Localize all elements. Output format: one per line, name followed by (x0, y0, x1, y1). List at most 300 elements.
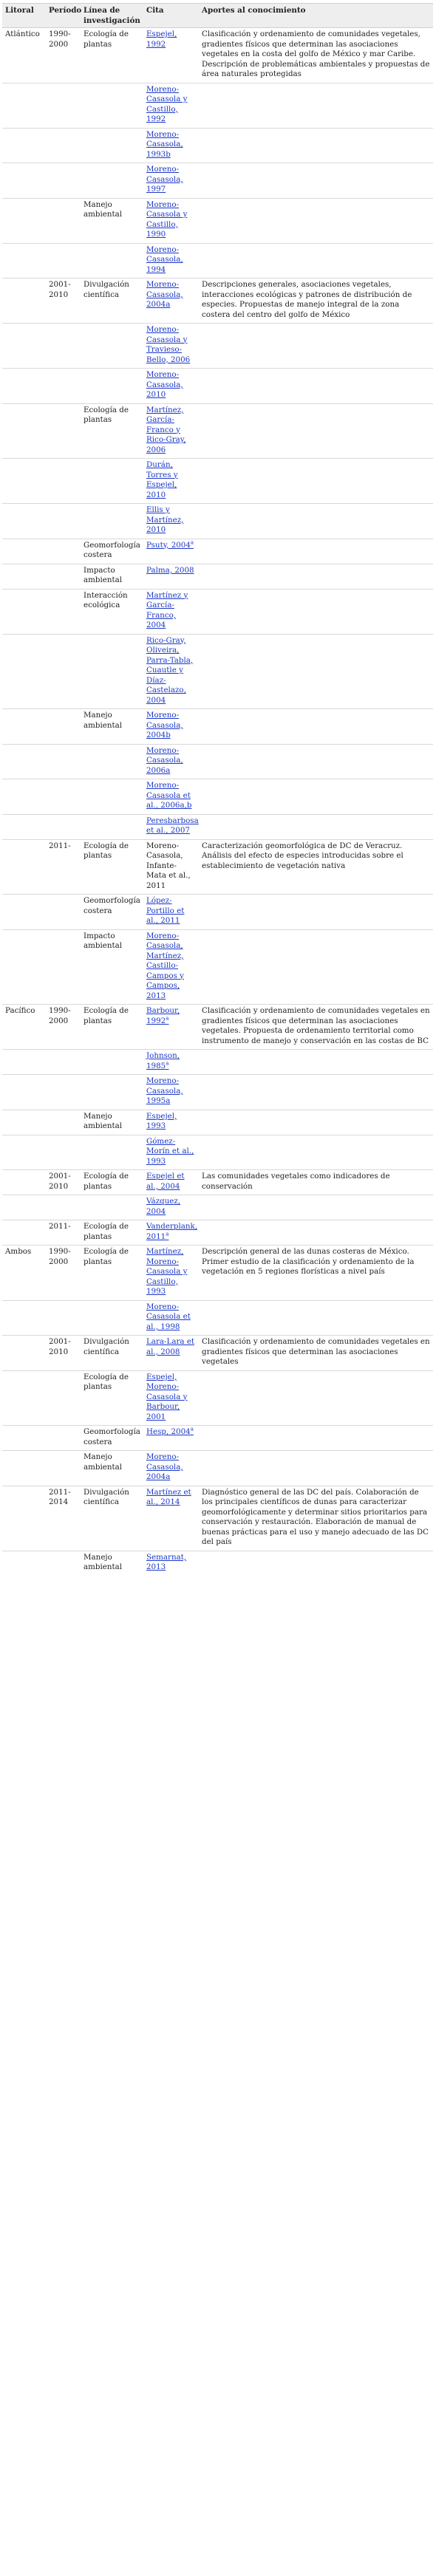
cell-litoral (2, 1451, 46, 1486)
citation-link[interactable] (146, 460, 178, 499)
citation-link[interactable] (146, 1197, 180, 1216)
table-row (2, 198, 433, 243)
cell-aportes (199, 1110, 433, 1135)
cell-periodo (46, 779, 81, 815)
footnote-marker: a (190, 539, 194, 546)
cell-litoral (2, 709, 46, 745)
cell-cita (143, 1451, 199, 1486)
cell-cita (143, 1220, 199, 1246)
cell-linea (81, 1336, 143, 1371)
cell-litoral (2, 895, 46, 930)
cell-periodo (46, 324, 81, 369)
cell-linea-text: Divulgación científica (84, 1337, 129, 1356)
citation-link[interactable] (146, 1247, 187, 1296)
cell-litoral (2, 1246, 46, 1301)
cell-aportes (199, 369, 433, 404)
cell-cita (143, 243, 199, 279)
citation-link[interactable] (146, 1452, 183, 1481)
citation-label: Moreno-Casasola et al., 1998 (146, 1302, 191, 1331)
cell-litoral (2, 163, 46, 199)
cell-linea-text: Geomorfología costera (84, 1427, 140, 1446)
citation-link[interactable] (146, 1302, 191, 1331)
citation-link[interactable] (146, 781, 191, 810)
citation-link[interactable] (146, 1373, 187, 1421)
cell-litoral (2, 243, 46, 279)
citation-link[interactable] (146, 1137, 194, 1166)
citation-label: Moreno-Casasola, 2010 (146, 370, 183, 399)
table-row (2, 839, 433, 895)
cell-periodo (46, 28, 81, 83)
citation-label: Barbour, 1992 (146, 1006, 180, 1025)
cell-litoral-text: Ambos (5, 1247, 32, 1256)
cell-aportes (199, 539, 433, 564)
cell-linea (81, 198, 143, 243)
citation-label: Moreno-Casasola, 2004a (146, 280, 183, 309)
citation-label: Moreno-Casasola, Infante-Mata et al., 2011 (146, 841, 191, 890)
cell-aportes (199, 1336, 433, 1371)
citation-link[interactable] (146, 200, 187, 239)
citation-label: Moreno-Casasola y Travieso-Bello, 2006 (146, 325, 191, 364)
cell-cita (143, 369, 199, 404)
cell-periodo-text: 2011- (49, 841, 71, 850)
cell-litoral (2, 403, 46, 459)
cell-linea (81, 403, 143, 459)
cell-litoral (2, 1486, 46, 1551)
cell-litoral (2, 814, 46, 839)
cell-linea (81, 1246, 143, 1301)
cell-cita (143, 1336, 199, 1371)
citation-label: Moreno-Casasola, 1995a (146, 1076, 183, 1105)
cell-periodo (46, 1300, 81, 1336)
cell-periodo (46, 814, 81, 839)
cell-periodo (46, 709, 81, 745)
cell-linea (81, 369, 143, 404)
cell-linea (81, 1426, 143, 1451)
cell-periodo (46, 243, 81, 279)
citation-label: Martínez, Moreno-Casasola y Castillo, 1993 (146, 1247, 188, 1296)
citation-link[interactable] (146, 1427, 194, 1436)
cell-aportes (199, 814, 433, 839)
cell-aportes-text: Clasificación y ordenamiento de comunidades vegetales en gradientes físicos que determinan las asociaciones vegetales. Propuesta de ordenamiento territorial como instrumento de manejo y conservación en las costas de BC (202, 1006, 430, 1045)
table-row (2, 1451, 433, 1486)
table-row (2, 324, 433, 369)
citation-link[interactable] (146, 280, 183, 309)
citation-label: Moreno-Casasola y Castillo, 1992 (146, 84, 188, 123)
cell-periodo (46, 1075, 81, 1110)
cell-aportes (199, 198, 433, 243)
citation-link[interactable] (146, 1006, 180, 1025)
cell-linea-text: Ecología de plantas (84, 1372, 129, 1391)
cell-linea-text: Impacto ambiental (84, 931, 123, 950)
cell-cita (143, 1050, 199, 1075)
cell-periodo (46, 634, 81, 709)
table-row (2, 163, 433, 199)
cell-cita (143, 1551, 199, 1576)
cell-linea (81, 1195, 143, 1220)
cell-cita (143, 1246, 199, 1301)
cell-aportes (199, 1246, 433, 1301)
cell-linea (81, 744, 143, 779)
citation-link[interactable] (146, 245, 183, 274)
literature-table (2, 3, 433, 1576)
cell-cita (143, 1110, 199, 1135)
cell-cita (143, 128, 199, 163)
cell-litoral (2, 28, 46, 83)
citation-link[interactable] (146, 932, 184, 1000)
cell-periodo (46, 744, 81, 779)
table-row (2, 1300, 433, 1336)
citation-label: Martínez, García-Franco y Rico-Gray, 2006 (146, 405, 186, 454)
cell-cita (143, 504, 199, 539)
cell-linea (81, 243, 143, 279)
cell-periodo (46, 1370, 81, 1426)
cell-periodo (46, 1110, 81, 1135)
cell-cita (143, 895, 199, 930)
cell-litoral (2, 324, 46, 369)
cell-cita (143, 929, 199, 1005)
cell-aportes (199, 634, 433, 709)
citation-link[interactable] (146, 591, 188, 630)
cell-litoral (2, 1336, 46, 1371)
cell-linea (81, 1220, 143, 1246)
cell-linea (81, 279, 143, 324)
cell-aportes-text: Descripciones generales, asociaciones vegetales, interacciones ecológicas y patrones de distribución de especies. Propuestas de manejo integral de la zona costera del centro del golfo de México (202, 280, 412, 319)
cell-linea (81, 1170, 143, 1195)
cell-linea (81, 564, 143, 589)
citation-label: Semarnat, 2013 (146, 1552, 187, 1571)
cell-cita (143, 744, 199, 779)
cell-linea-text: Impacto ambiental (84, 565, 123, 584)
citation-link[interactable] (146, 541, 194, 550)
citation-text (146, 841, 191, 890)
table-row (2, 634, 433, 709)
table-row (2, 709, 433, 745)
cell-cita (143, 1005, 199, 1050)
citation-link[interactable] (146, 636, 193, 705)
cell-linea (81, 1005, 143, 1050)
cell-linea-text: Divulgación científica (84, 1487, 129, 1506)
citation-link[interactable] (146, 566, 194, 575)
cell-linea (81, 83, 143, 128)
cell-cita (143, 814, 199, 839)
cell-linea (81, 709, 143, 745)
citation-link[interactable] (146, 1051, 180, 1070)
citation-label: Moreno-Casasola, 1994 (146, 245, 183, 274)
cell-aportes (199, 779, 433, 815)
footnote-marker: a (166, 1231, 169, 1237)
cell-aportes-text: Las comunidades vegetales como indicadores de conservación (202, 1172, 390, 1191)
citation-label: Vázquez, 2004 (146, 1197, 181, 1216)
citation-link[interactable] (146, 1222, 197, 1241)
cell-linea (81, 1300, 143, 1336)
table-row (2, 128, 433, 163)
table-row (2, 243, 433, 279)
citation-link[interactable] (146, 30, 177, 49)
cell-linea (81, 589, 143, 634)
citation-label: Espejel, 1992 (146, 30, 177, 49)
cell-periodo (46, 895, 81, 930)
cell-periodo-text: 1990-2000 (49, 1247, 71, 1266)
cell-cita (143, 83, 199, 128)
cell-litoral (2, 83, 46, 128)
cell-linea (81, 1110, 143, 1135)
cell-aportes (199, 403, 433, 459)
citation-link[interactable] (146, 1488, 191, 1507)
cell-aportes (199, 1195, 433, 1220)
cell-litoral (2, 128, 46, 163)
table-row (2, 1370, 433, 1426)
cell-linea-text: Manejo ambiental (84, 1452, 123, 1472)
cell-periodo-text: 1990-2000 (49, 30, 71, 49)
cell-linea-text: Manejo ambiental (84, 1552, 123, 1571)
cell-cita (143, 1300, 199, 1336)
cell-litoral (2, 1195, 46, 1220)
cell-linea (81, 929, 143, 1005)
cell-periodo (46, 1170, 81, 1195)
cell-litoral (2, 369, 46, 404)
cell-linea (81, 324, 143, 369)
table-row (2, 1135, 433, 1170)
citation-label: Durán, Torres y Espejel, 2010 (146, 460, 178, 499)
table-row (2, 1486, 433, 1551)
cell-cita (143, 634, 199, 709)
cell-periodo-text: 2001-2010 (49, 1337, 71, 1356)
citation-link[interactable] (146, 1337, 194, 1356)
cell-periodo (46, 1426, 81, 1451)
cell-linea (81, 163, 143, 199)
citation-link[interactable] (146, 85, 187, 124)
table-row (2, 929, 433, 1005)
cell-aportes-text: Clasificación y ordenamiento de comunidades vegetales en gradientes físicos que determinan las asociaciones vegetales (202, 1337, 430, 1366)
cell-aportes (199, 1135, 433, 1170)
cell-periodo-text: 2001-2010 (49, 280, 71, 299)
table-row (2, 1220, 433, 1246)
cell-periodo (46, 1135, 81, 1170)
cell-periodo (46, 1195, 81, 1220)
cell-aportes (199, 589, 433, 634)
cell-periodo (46, 1050, 81, 1075)
cell-litoral (2, 1075, 46, 1110)
cell-linea-text: Ecología de plantas (84, 1006, 129, 1025)
cell-aportes (199, 1050, 433, 1075)
citation-label: Palma, 2008 (146, 565, 194, 575)
table-row (2, 279, 433, 324)
cell-linea-text: Interacción ecológica (84, 590, 128, 609)
cell-aportes (199, 324, 433, 369)
cell-linea-text: Manejo ambiental (84, 711, 123, 730)
footnote-marker: a (190, 1426, 194, 1432)
cell-cita (143, 324, 199, 369)
cell-periodo (46, 403, 81, 459)
cell-periodo (46, 1246, 81, 1301)
cell-cita (143, 709, 199, 745)
citation-label: Lara-Lara et al., 2008 (146, 1337, 195, 1356)
cell-linea-text: Ecología de plantas (84, 841, 129, 860)
cell-periodo (46, 1551, 81, 1576)
table-row (2, 1075, 433, 1110)
cell-aportes (199, 1170, 433, 1195)
table-row (2, 539, 433, 564)
citation-link[interactable] (146, 816, 199, 836)
cell-aportes (199, 1300, 433, 1336)
cell-periodo-text: 2011-2014 (49, 1487, 71, 1506)
cell-linea (81, 814, 143, 839)
cell-aportes-text: Descripción general de las dunas costeras de México. Primer estudio de la clasificación y ordenamiento de la vegetación en 5 regiones florísticas a nivel país (202, 1247, 415, 1276)
cell-linea (81, 539, 143, 564)
table-row (2, 459, 433, 504)
cell-linea (81, 1551, 143, 1576)
citation-link[interactable] (146, 746, 183, 775)
table-row (2, 504, 433, 539)
footnote-marker: a (166, 1015, 169, 1022)
cell-cita (143, 198, 199, 243)
header-litoral: Litoral (2, 4, 46, 28)
cell-aportes-text: Caracterización geomorfológica de DC de Veracruz. Análisis del efecto de especies introducidas sobre el establecimiento de vegetación nativa (202, 841, 403, 870)
cell-aportes (199, 504, 433, 539)
cell-cita (143, 279, 199, 324)
cell-linea (81, 1135, 143, 1170)
cell-aportes (199, 1005, 433, 1050)
cell-litoral (2, 198, 46, 243)
citation-label: Moreno-Casasola, 2006a (146, 745, 183, 775)
cell-linea-text: Manejo ambiental (84, 199, 123, 219)
cell-litoral-text: Atlántico (5, 30, 40, 38)
cell-cita (143, 163, 199, 199)
cell-cita (143, 539, 199, 564)
header-row (2, 4, 433, 28)
citation-label: Moreno-Casasola, 1993b (146, 129, 183, 159)
cell-periodo (46, 564, 81, 589)
citation-link[interactable] (146, 896, 184, 925)
cell-litoral (2, 1300, 46, 1336)
citation-link[interactable] (146, 1076, 183, 1105)
cell-periodo (46, 1005, 81, 1050)
cell-linea (81, 779, 143, 815)
cell-aportes (199, 1220, 433, 1246)
cell-periodo (46, 198, 81, 243)
citation-link[interactable] (146, 325, 190, 364)
cell-cita (143, 1426, 199, 1451)
table-row (2, 1195, 433, 1220)
cell-periodo (46, 839, 81, 895)
header-cita: Cita (143, 4, 199, 28)
header-aportes: Aportes al conocimiento (199, 4, 433, 28)
cell-cita (143, 589, 199, 634)
table-row (2, 1170, 433, 1195)
cell-litoral (2, 1050, 46, 1075)
cell-linea (81, 28, 143, 83)
cell-litoral (2, 589, 46, 634)
cell-periodo (46, 369, 81, 404)
cell-litoral (2, 1135, 46, 1170)
cell-litoral (2, 1110, 46, 1135)
citation-label: Espejel, Moreno-Casasola y Barbour, 2001 (146, 1372, 188, 1421)
cell-linea-text: Geomorfología costera (84, 896, 140, 915)
citation-label: Martínez et al., 2014 (146, 1487, 191, 1506)
citation-link[interactable] (146, 1112, 177, 1131)
citation-label: Moreno-Casasola, 1997 (146, 165, 183, 194)
cell-cita (143, 1170, 199, 1195)
cell-aportes (199, 83, 433, 128)
cell-cita (143, 839, 199, 895)
table-row (2, 1336, 433, 1371)
table-row (2, 895, 433, 930)
cell-periodo-text: 2011- (49, 1222, 71, 1231)
cell-litoral-text: Pacífico (5, 1006, 35, 1015)
citation-link[interactable] (146, 406, 186, 454)
table-row (2, 369, 433, 404)
citation-link[interactable] (146, 165, 183, 194)
cell-periodo (46, 459, 81, 504)
citation-link[interactable] (146, 505, 183, 534)
header-periodo: Período (46, 4, 81, 28)
cell-litoral (2, 839, 46, 895)
cell-linea (81, 128, 143, 163)
table-row (2, 28, 433, 83)
cell-cita (143, 1135, 199, 1170)
cell-aportes (199, 839, 433, 895)
table-row (2, 814, 433, 839)
cell-aportes (199, 459, 433, 504)
cell-litoral (2, 279, 46, 324)
cell-aportes (199, 128, 433, 163)
cell-linea-text: Divulgación científica (84, 280, 129, 299)
cell-linea (81, 1486, 143, 1551)
cell-cita (143, 28, 199, 83)
cell-periodo (46, 1220, 81, 1246)
citation-label: Ellis y Martínez, 2010 (146, 505, 184, 534)
cell-periodo (46, 163, 81, 199)
cell-cita (143, 1486, 199, 1551)
cell-linea-text: Ecología de plantas (84, 1247, 129, 1266)
citation-link[interactable] (146, 130, 183, 159)
cell-litoral (2, 744, 46, 779)
cell-periodo (46, 539, 81, 564)
cell-cita (143, 564, 199, 589)
citation-label: Moreno-Casasola, 2004b (146, 711, 183, 739)
table-row (2, 564, 433, 589)
cell-aportes-text: Diagnóstico general de las DC del país. Colaboración de los principales científicos de dunas para caracterizar geomorfológicamente y determinar sitios prioritarios para conservación y restauración. Elaboración de manual de buenas prácticas para el uso y manejo adecuado de las DC del país (202, 1487, 429, 1546)
cell-litoral (2, 1220, 46, 1246)
cell-cita (143, 1370, 199, 1426)
table-row (2, 83, 433, 128)
citation-label: Espejel et al., 2004 (146, 1172, 185, 1191)
citation-label: Gómez-Morín et al., 1993 (146, 1136, 194, 1166)
citation-link[interactable] (146, 711, 183, 739)
cell-linea-text: Ecología de plantas (84, 30, 129, 49)
cell-litoral (2, 459, 46, 504)
citation-label: Vanderplank, 2011 (146, 1222, 198, 1241)
cell-aportes (199, 895, 433, 930)
citation-link[interactable] (146, 370, 183, 399)
cell-aportes (199, 709, 433, 745)
cell-litoral (2, 1551, 46, 1576)
cell-periodo (46, 83, 81, 128)
cell-linea (81, 839, 143, 895)
cell-periodo (46, 128, 81, 163)
footnote-marker: a (166, 1060, 169, 1067)
cell-linea-text: Ecología de plantas (84, 1172, 129, 1191)
citation-link[interactable] (146, 1553, 186, 1572)
cell-aportes (199, 163, 433, 199)
cell-aportes (199, 243, 433, 279)
citation-label: Rico-Gray, Oliveira, Parra-Tabla, Cuautle y Díaz-Castelazo, 2004 (146, 635, 194, 705)
citation-label: Peresbarbosa et al., 2007 (146, 816, 199, 835)
citation-label: Moreno-Casasola, 2004a (146, 1452, 183, 1481)
cell-periodo-text: 1990-2000 (49, 1006, 71, 1025)
citation-link[interactable] (146, 1172, 185, 1191)
cell-periodo (46, 279, 81, 324)
